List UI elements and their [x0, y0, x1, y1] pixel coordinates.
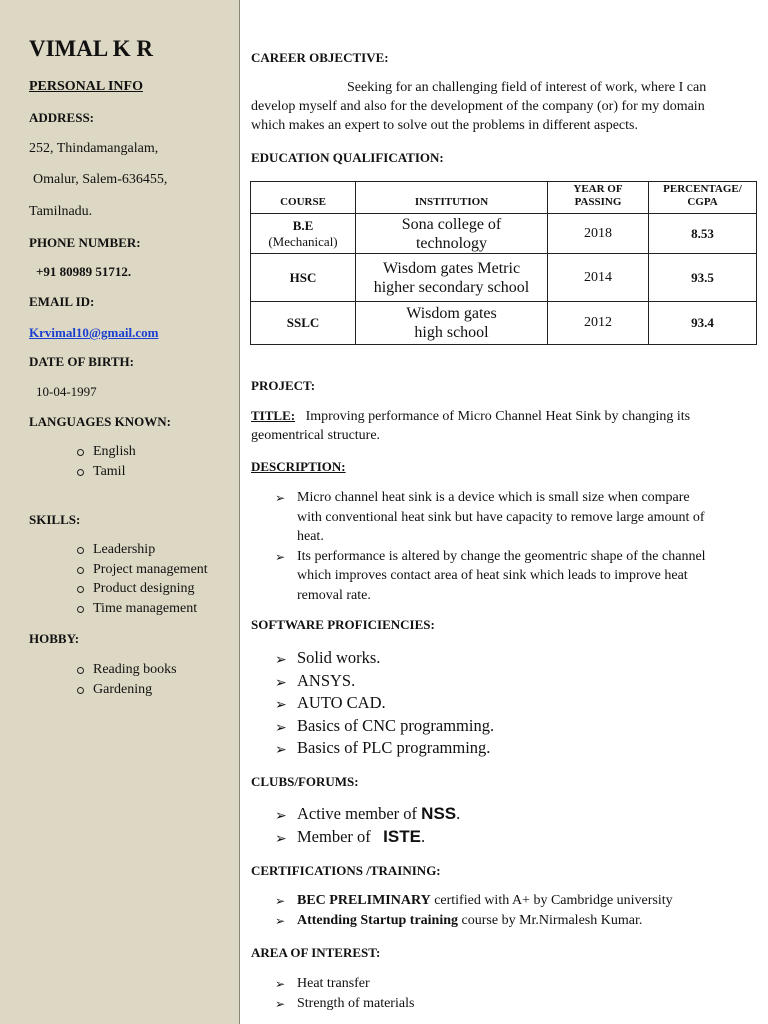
list-item	[77, 579, 208, 599]
institution-line: Sona college of	[401, 215, 502, 233]
column-header: COURSE	[251, 182, 356, 214]
dob-label: DATE OF BIRTH:	[29, 354, 134, 369]
interest-item: Heat transfer	[297, 976, 370, 991]
list-item	[251, 715, 494, 738]
arrow-bullet-icon: ➢	[275, 697, 287, 713]
software-item: AUTO CAD.	[297, 693, 386, 712]
column-header: INSTITUTION	[356, 182, 548, 214]
skill: Project management	[93, 561, 208, 577]
course-cell: SSLC	[251, 302, 356, 345]
list-item	[77, 599, 208, 619]
career-line-3: which makes an expert to solve out the problems in different aspects.	[251, 118, 638, 133]
dob-value: 10-04-1997	[36, 384, 97, 399]
clubs-list	[251, 803, 460, 848]
skills-label: SKILLS:	[29, 512, 81, 527]
list-item	[77, 462, 136, 482]
arrow-bullet-icon: ➢	[275, 830, 287, 847]
year-cell: 2012	[548, 302, 649, 345]
clubs-heading: CLUBS/FORUMS:	[251, 774, 359, 789]
circle-bullet-icon	[77, 606, 84, 613]
list-item	[251, 974, 414, 994]
score-cell: 8.53	[649, 214, 757, 254]
table-row	[251, 214, 757, 254]
column-header	[649, 182, 757, 214]
phone-number: +91 80989 51712.	[36, 264, 132, 279]
table-header-row	[251, 182, 757, 214]
circle-bullet-icon	[77, 449, 84, 456]
address-line-2: Omalur, Salem-636455,	[33, 172, 168, 187]
arrow-bullet-icon: ➢	[275, 491, 286, 505]
list-item	[251, 911, 673, 931]
description-line: heat.	[297, 529, 324, 544]
phone-label: PHONE NUMBER:	[29, 235, 141, 250]
circle-bullet-icon	[77, 469, 84, 476]
arrow-bullet-icon: ➢	[275, 996, 286, 1011]
list-item	[251, 647, 494, 670]
arrow-bullet-icon: ➢	[275, 977, 286, 991]
institution-line: high school	[414, 324, 489, 341]
list-item	[251, 737, 494, 760]
candidate-name: VIMAL K R	[29, 36, 153, 61]
course-cell	[251, 214, 356, 254]
email-link[interactable]: Krvimal10@gmail.com	[29, 325, 159, 340]
description-line: with conventional heat sink but have capacity to remove large amount of	[297, 509, 705, 525]
course-cell: HSC	[251, 254, 356, 302]
hobby: Reading books	[93, 662, 177, 677]
table-row	[251, 302, 757, 345]
year-cell: 2014	[548, 254, 649, 302]
list-item	[251, 891, 673, 911]
circle-bullet-icon	[77, 586, 84, 593]
circle-bullet-icon	[77, 567, 84, 574]
main-content	[241, 0, 768, 1024]
list-item	[251, 803, 460, 826]
cert-detail: course by Mr.Nirmalesh Kumar.	[458, 912, 643, 928]
skills-list	[77, 540, 208, 618]
interest-list	[251, 974, 414, 1013]
career-objective-heading: CAREER OBJECTIVE:	[251, 50, 389, 65]
arrow-bullet-icon: ➢	[275, 894, 286, 908]
institution-line: technology	[415, 234, 488, 252]
table-row	[251, 254, 757, 302]
list-item	[251, 670, 494, 693]
address-line-1: 252, Thindamangalam,	[29, 141, 159, 156]
software-list	[251, 647, 494, 760]
description-line: Its performance is altered by change the geomentric shape of the channel	[297, 548, 706, 564]
certifications-list	[251, 891, 673, 930]
club-text: Active member of	[297, 804, 422, 823]
description-line: removal rate.	[297, 587, 371, 603]
arrow-bullet-icon: ➢	[275, 719, 287, 736]
club-text: Member of	[297, 826, 384, 846]
header-text: PERCENTAGE/ CGPA	[663, 183, 742, 208]
institution-line: Wisdom gates Metric	[382, 259, 521, 277]
project-heading: PROJECT:	[251, 378, 316, 393]
skill: Product designing	[93, 581, 195, 596]
description-heading: DESCRIPTION:	[251, 459, 346, 474]
project-title-line	[251, 408, 690, 425]
software-item: ANSYS.	[297, 670, 356, 690]
project-title-line-2: geomentrical structure.	[251, 428, 381, 443]
cert-title: BEC PRELIMINARY	[297, 893, 431, 908]
cert-title: Attending Startup training	[297, 912, 459, 928]
interest-heading: AREA OF INTEREST:	[251, 945, 381, 960]
circle-bullet-icon	[77, 547, 84, 554]
course-sub: (Mechanical)	[268, 233, 338, 249]
club-suffix: .	[420, 826, 426, 846]
address-label: ADDRESS:	[29, 110, 95, 125]
course: B.E	[292, 217, 314, 233]
address-line-3: Tamilnadu.	[29, 204, 93, 219]
score-cell: 93.5	[649, 254, 757, 302]
certifications-heading: CERTIFICATIONS /TRAINING:	[251, 863, 441, 878]
score-cell: 93.4	[649, 302, 757, 345]
institution-line: higher secondary school	[373, 278, 530, 296]
institution-line: Wisdom gates	[406, 305, 497, 322]
institution-cell	[356, 254, 548, 302]
list-item	[77, 560, 208, 580]
arrow-bullet-icon: ➢	[275, 913, 286, 928]
hobby-label: HOBBY:	[29, 631, 80, 646]
list-item	[77, 540, 208, 560]
arrow-bullet-icon: ➢	[275, 808, 287, 824]
arrow-bullet-icon: ➢	[275, 674, 287, 691]
personal-info-heading: PERSONAL INFO	[29, 79, 143, 94]
hobby: Gardening	[93, 681, 153, 697]
languages-label: LANGUAGES KNOWN:	[29, 414, 171, 429]
list-item	[77, 660, 177, 680]
list-item	[77, 680, 177, 700]
description-line: Micro channel heat sink is a device which is small size when compare	[297, 490, 690, 505]
arrow-bullet-icon: ➢	[275, 652, 287, 668]
title-text: Improving performance of Micro Channel Heat Sink by changing its	[305, 409, 691, 424]
sidebar	[0, 0, 240, 1024]
software-item: Basics of CNC programming.	[297, 715, 495, 735]
circle-bullet-icon	[77, 687, 84, 694]
education-table	[250, 181, 757, 345]
hobby-list	[77, 660, 177, 699]
language: Tamil	[93, 463, 126, 479]
list-item	[251, 826, 460, 849]
software-item: Basics of PLC programming.	[297, 738, 491, 757]
institution-cell	[356, 214, 548, 254]
interest-item: Strength of materials	[297, 995, 415, 1011]
list-item	[251, 994, 414, 1014]
career-line-1: Seeking for an challenging field of interest of work, where I can	[347, 80, 707, 95]
club-name: ISTE	[383, 826, 421, 846]
software-heading: SOFTWARE PROFICIENCIES:	[251, 617, 435, 632]
career-line-2: develop myself and also for the development of the company (or) for my domain	[251, 99, 705, 114]
software-item: Solid works.	[297, 648, 381, 667]
cert-detail: certified with A+ by Cambridge university	[430, 893, 673, 908]
year-cell: 2018	[548, 214, 649, 254]
education-heading: EDUCATION QUALIFICATION:	[251, 150, 444, 165]
skill: Leadership	[93, 542, 156, 557]
languages-list	[77, 442, 136, 481]
list-item	[251, 547, 761, 606]
email-label: EMAIL ID:	[29, 294, 95, 309]
arrow-bullet-icon: ➢	[275, 742, 287, 758]
circle-bullet-icon	[77, 667, 84, 674]
description-line: which improves contact area of heat sink which leads to improve heat	[297, 568, 688, 583]
arrow-bullet-icon: ➢	[275, 549, 286, 564]
title-label: TITLE:	[251, 408, 296, 423]
description-list	[251, 488, 761, 605]
skill: Time management	[93, 600, 198, 616]
club-name: NSS	[421, 804, 457, 823]
list-item	[251, 692, 494, 715]
list-item	[77, 442, 136, 462]
language: English	[93, 444, 136, 459]
institution-cell	[356, 302, 548, 345]
list-item	[251, 488, 761, 547]
club-suffix: .	[456, 804, 461, 823]
column-header	[548, 182, 649, 214]
header-text: YEAR OF PASSING	[573, 183, 623, 208]
